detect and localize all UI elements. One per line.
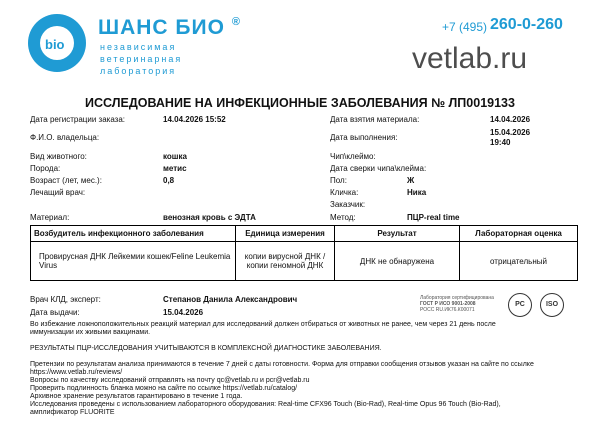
document-title: ИССЛЕДОВАНИЕ НА ИНФЕКЦИОННЫЕ ЗАБОЛЕВАНИЯ № ЛП0019133 (85, 96, 515, 110)
age-value: 0,8 (163, 176, 175, 185)
issue-date-label: Дата выдачи: (30, 308, 80, 317)
logo (28, 14, 86, 72)
method-value: ПЦР-real time (407, 213, 460, 222)
note-line: иммунизации их живыми вакцинами. (30, 329, 151, 336)
sex-value: Ж (407, 176, 415, 185)
material-value: венозная кровь с ЭДТА (163, 213, 256, 222)
website[interactable]: vetlab.ru (412, 42, 528, 75)
registered-mark: ® (231, 16, 241, 28)
chip-check-label: Дата сверки чипа\клейма: (330, 164, 427, 173)
note-line: Архивное хранение результатов гарантировано в течение 1 года. (30, 393, 243, 400)
material-label: Материал: (30, 213, 70, 222)
registration-date-value: 14.04.2026 15:52 (163, 115, 226, 124)
reviews-link[interactable]: https://www.vetlab.ru/reviews/ (30, 369, 123, 376)
sampling-date-value: 14.04.2026 (490, 115, 531, 124)
cell-unit: копии вирусной ДНК / копии геномной ДНК (236, 242, 335, 281)
completion-date-value: 15.04.2026 19:40 (490, 128, 531, 147)
cell-result: ДНК не обнаружена (335, 242, 460, 281)
method-label: Метод: (330, 213, 356, 222)
completion-date-label: Дата выполнения: (330, 133, 398, 142)
issue-date-value: 15.04.2026 (163, 308, 204, 317)
note-line: Проверить подлинность бланка можно на сайте по ссылке https://vetlab.ru/catalog/ (30, 385, 298, 392)
registration-date-label: Дата регистрации заказа: (30, 115, 126, 124)
certification-seal-icon: PC (508, 293, 532, 317)
tagline-2: ветеринарная (100, 54, 183, 64)
tagline-1: независимая (100, 42, 177, 52)
cell-assessment: отрицательный (460, 242, 578, 281)
pet-name-value: Ника (407, 188, 427, 197)
col-unit: Единица измерения (236, 226, 335, 242)
note-line: Вопросы по качеству исследований отправлять на почту qc@vetlab.ru и pcr@vetlab.ru (30, 377, 310, 384)
phone-number: 260-0-260 (490, 16, 563, 33)
certification-text: Лаборатория сертифицирована ГОСТ Р ИСО 9001-2008 РОСС RU.ИК76.К00071 (420, 295, 494, 313)
note-line: Исследования проведены с использованием лабораторного оборудования: Real-time CFX96 Touch (Bio-Rad), Real-time Opus 96 Touch (Bio-Rad), (30, 401, 501, 408)
col-assessment: Лабораторная оценка (460, 226, 578, 242)
table-header-row (31, 226, 578, 242)
logo-text: bio (45, 37, 65, 52)
note-line: РЕЗУЛЬТАТЫ ПЦР-ИССЛЕДОВАНИЯ УЧИТЫВАЮТСЯ В КОМПЛЕКСНОЙ ДИАГНОСТИКЕ ЗАБОЛЕВАНИЯ. (30, 345, 382, 352)
brand-name: ШАНС БИО ® (98, 16, 241, 39)
owner-label: Ф.И.О. владельца: (30, 133, 100, 142)
tagline-3: лаборатория (100, 66, 177, 76)
breed-label: Порода: (30, 164, 61, 173)
results-table (30, 225, 578, 281)
breed-value: метис (163, 164, 187, 173)
doctor-value: Степанов Данила Александрович (163, 295, 298, 304)
col-pathogen: Возбудитель инфекционного заболевания (31, 226, 236, 242)
cell-pathogen: Провирусная ДНК Лейкемии кошек/Feline Leukemia Virus (31, 242, 236, 281)
customer-label: Заказчик: (330, 200, 366, 209)
pet-name-label: Кличка: (330, 188, 359, 197)
note-line: Претензии по результатам анализа принимаются в течение 7 дней с даты готовности. Форма для отправки сообщения отзывов указан на сайте по ссылке (30, 361, 534, 368)
age-label: Возраст (лет, мес.): (30, 176, 102, 185)
iso-seal-icon: ISO (540, 293, 564, 317)
phone-prefix: +7 (495) (442, 20, 488, 34)
sex-label: Пол: (330, 176, 347, 185)
note-line: Во избежание ложноположительных реакций материал для исследований должен отбираться от животных не ранее, чем через 21 день после (30, 321, 496, 328)
col-result: Результат (335, 226, 460, 242)
table-row (31, 242, 578, 281)
species-label: Вид животного: (30, 152, 87, 161)
vet-label: Лечащий врач: (30, 188, 86, 197)
doctor-label: Врач КЛД, эксперт: (30, 295, 101, 304)
sampling-date-label: Дата взятия материала: (330, 115, 420, 124)
species-value: кошка (163, 152, 187, 161)
note-line: амплификатор FLUORITE (30, 409, 115, 416)
chip-label: Чип\клеймо: (330, 152, 376, 161)
